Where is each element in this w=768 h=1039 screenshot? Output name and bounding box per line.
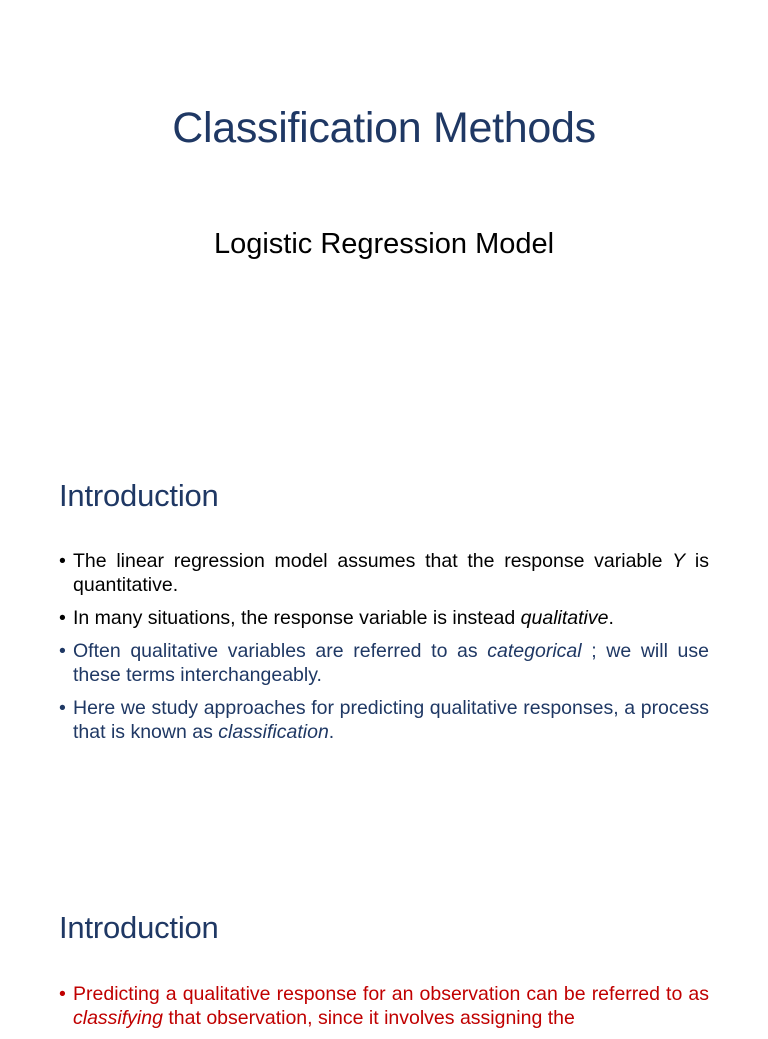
emphasized-term: classification (218, 721, 329, 743)
bullet-text: Predicting a qualitative response for an observation can be referred to as (73, 983, 709, 1005)
bullet-text: In many situations, the response variable is instead (73, 607, 521, 629)
emphasized-term: Y (672, 550, 686, 572)
slide-subtitle: Logistic Regression Model (213, 228, 555, 260)
introduction-slide-continued (0, 864, 768, 1029)
bullet-item (59, 696, 709, 744)
section-title: Introduction (59, 910, 219, 945)
bullet-text: Here we study approaches for predicting qualitative responses, a process that is known as (73, 697, 709, 743)
bullet-text: Often qualitative variables are referred to as (73, 640, 488, 662)
bullet-list (59, 549, 709, 753)
bullet-item (59, 639, 709, 687)
title-slide (0, 0, 768, 432)
bullet-text: . (328, 721, 335, 743)
emphasized-term: classifying (73, 1007, 163, 1029)
bullet-text: . (608, 607, 614, 629)
bullet-item (59, 606, 709, 630)
introduction-slide (0, 432, 768, 864)
bullet-list (59, 982, 709, 1039)
bullet-text: is quantitative. (73, 550, 709, 596)
emphasized-term: categorical (487, 640, 582, 662)
bullet-item (59, 549, 709, 597)
bullet-item (59, 982, 709, 1030)
bullet-text: ; we will use these terms interchangeably. (73, 640, 709, 686)
bullet-text: that observation, since it involves assigning the (162, 1007, 575, 1029)
section-title: Introduction (59, 478, 219, 513)
bullet-text: The linear regression model assumes that the response variable (73, 550, 673, 572)
slide-title: Classification Methods (172, 104, 596, 152)
emphasized-term: qualitative (520, 607, 609, 629)
